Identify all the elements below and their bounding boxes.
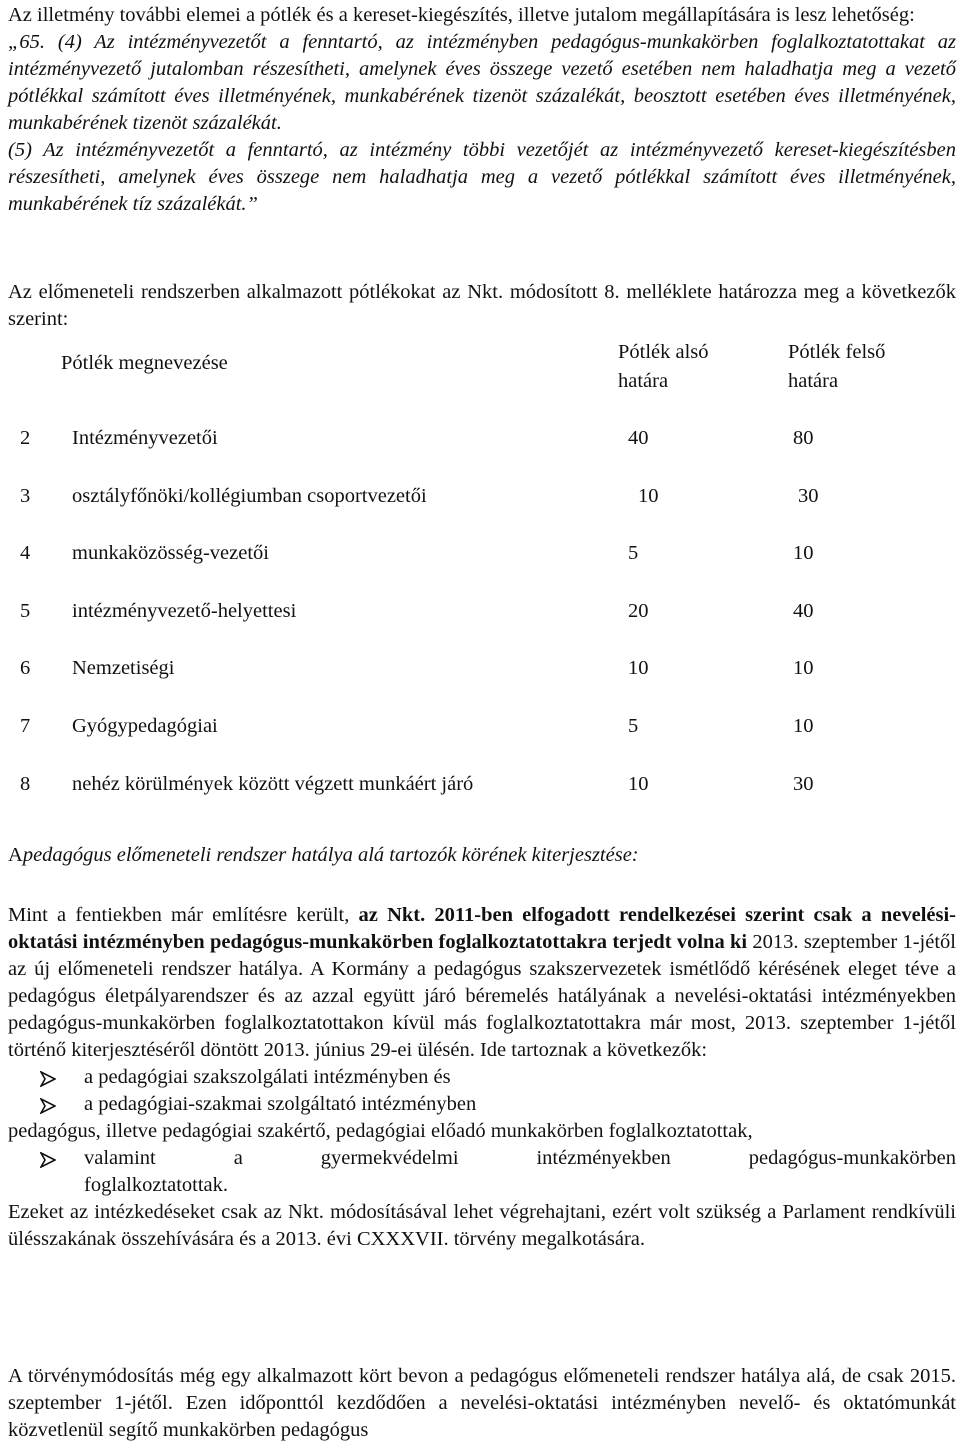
list-item-text: valamint a gyermekvédelmi intézményekben pedagógus-munkakörben: [84, 1147, 956, 1169]
extension-text-1: Mint a fentiekben már említésre került,: [8, 904, 359, 926]
table-row: [8, 482, 956, 510]
section-title-rest: pedagógus előmeneteli rendszer hatálya alá tartozók körének kiterjesztése:: [22, 844, 639, 866]
row-number: 7: [20, 715, 31, 737]
row-name: intézményvezető-helyettesi: [72, 600, 297, 622]
row-number: 3: [20, 485, 31, 507]
list-item-text: a pedagógiai-szakmai szolgáltató intézményben: [84, 1093, 477, 1115]
role-line: pedagógus, illetve pedagógiai szakértő, pedagógiai előadó munkakörben foglalkoztatottak,: [8, 1120, 753, 1142]
header-lower-limit: [618, 338, 709, 396]
row-lower: 40: [628, 427, 649, 449]
row-upper: 80: [793, 427, 814, 449]
row-name: munkaközösség-vezetői: [72, 542, 269, 564]
header-upper-limit: [788, 338, 885, 396]
table-row: [8, 712, 956, 740]
row-number: 8: [20, 773, 31, 795]
row-lower: 20: [628, 600, 649, 622]
row-name: Gyógypedagógiai: [72, 715, 218, 737]
row-upper: 40: [793, 600, 814, 622]
allowance-intro: [8, 279, 956, 333]
header-lower-line2: határa: [618, 370, 669, 392]
row-lower: 10: [628, 657, 649, 679]
extension-text-bold: az Nkt. 2011-ben elfogadott rendelkezései szerint csak a nevelési-oktatási intézményben pedagógus-munkakörben foglalkoztatottakra terjedt volna ki: [8, 904, 956, 953]
list-item: [8, 1145, 956, 1172]
list-item-continuation: foglalkoztatottak.: [84, 1174, 229, 1196]
table-row: [8, 539, 956, 567]
amendment-paragraph: A törvénymódosítás még egy alkalmazott kört bevon a pedagógus előmeneteli rendszer hatálya alá, de csak 2015. szeptember 1-jétől. Ezen időponttól kezdődően a nevelési-oktatási intézményben nevelő- és oktatómunkát közvetlenül segítő munkakörben pedagógus: [8, 1365, 956, 1441]
row-name: Intézményvezetői: [72, 427, 218, 449]
row-upper: 10: [793, 542, 814, 564]
row-lower: 5: [628, 715, 639, 737]
section-title: [8, 844, 639, 867]
row-number: 2: [20, 427, 31, 449]
row-lower: 10: [628, 773, 649, 795]
section-title-a: A: [8, 844, 23, 866]
row-number: 4: [20, 542, 31, 564]
quote-paragraph-4: „65. (4) Az intézményvezetőt a fenntartó, az intézményben pedagógus-munkakörben foglalkoztatottakat az intézményvezető jutalomban részesítheti, amelynek éves összege vezető esetében nem haladhatja meg a vezető pótlékkal számított éves illetményének, munkabérének tizenöt százalékát, beosztott esetében éves illetményének, munkabérének tizenöt százalékát.: [8, 31, 956, 134]
arrow-bullet-icon: [0, 1064, 50, 1087]
list-item: [8, 1091, 956, 1118]
row-number: 5: [20, 600, 31, 622]
amendment-block: [8, 1363, 956, 1444]
row-upper: 30: [793, 773, 814, 795]
list-item-text: a pedagógiai szakszolgálati intézményben és: [84, 1066, 451, 1088]
intro-line: Az illetmény további elemei a pótlék és a kereset-kiegészítés, illetve jutalom megállapítására is lesz lehetőség:: [8, 4, 915, 26]
intro-block: [8, 2, 956, 218]
quote-paragraph-5: (5) Az intézményvezetőt a fenntartó, az intézmény többi vezetőjét az intézményvezető kereset-kiegészítésben részesítheti, amelynek éves összege nem haladhatja meg a vezető pótlékkal számított éves illetményének, munkabérének tíz százalékát.”: [8, 139, 956, 215]
row-name: nehéz körülmények között végzett munkáért járó: [72, 773, 474, 795]
row-name: Nemzetiségi: [72, 657, 175, 679]
arrow-bullet-icon: [0, 1091, 50, 1114]
table-row: [8, 654, 956, 682]
header-upper-line2: határa: [788, 370, 839, 392]
extension-text-3: 2013. szeptember 1-jétől az új előmeneteli rendszer hatálya. A Kormány a pedagógus szakszervezetek ismétlődő kérésének eleget téve a pedagógus életpályarendszer és az azzal együtt járó béremelés hatályának a nevelési-oktatási intézményekben pedagógus-munkakörben foglalkoztatottakon kívül más foglalkoztatottakra már most, 2013. szeptember 1-jétől történő kiterjesztéséről döntött 2013. június 29-ei ülésén. Ide tartoznak a következők:: [8, 931, 956, 1061]
law-paragraph: Ezeket az intézkedéseket csak az Nkt. módosításával lehet végrehajtani, ezért volt szükség a Parlament rendkívüli ülésszakának összehívására és a 2013. évi CXXXVII. törvény megalkotására.: [8, 1201, 956, 1250]
table-row: [8, 597, 956, 625]
row-upper: 30: [798, 485, 819, 507]
table-row: [8, 424, 956, 452]
allowance-intro-text: Az előmeneteli rendszerben alkalmazott pótlékokat az Nkt. módosított 8. melléklete határozza meg a következők szerint:: [8, 281, 956, 330]
table-row: [8, 770, 956, 798]
extension-paragraph: [8, 902, 956, 1064]
row-lower: 10: [638, 485, 659, 507]
row-number: 6: [20, 657, 31, 679]
arrow-bullet-icon: [0, 1145, 50, 1168]
row-lower: 5: [628, 542, 639, 564]
row-upper: 10: [793, 657, 814, 679]
extension-block: [8, 902, 956, 1253]
list-item: [8, 1064, 956, 1091]
header-lower-line1: Pótlék alsó: [618, 341, 709, 363]
header-name: Pótlék megnevezése: [61, 352, 228, 374]
allowance-table-header: [8, 336, 956, 396]
row-upper: 10: [793, 715, 814, 737]
header-upper-line1: Pótlék felső: [788, 341, 886, 363]
row-name: osztályfőnöki/kollégiumban csoportvezetői: [72, 485, 427, 507]
